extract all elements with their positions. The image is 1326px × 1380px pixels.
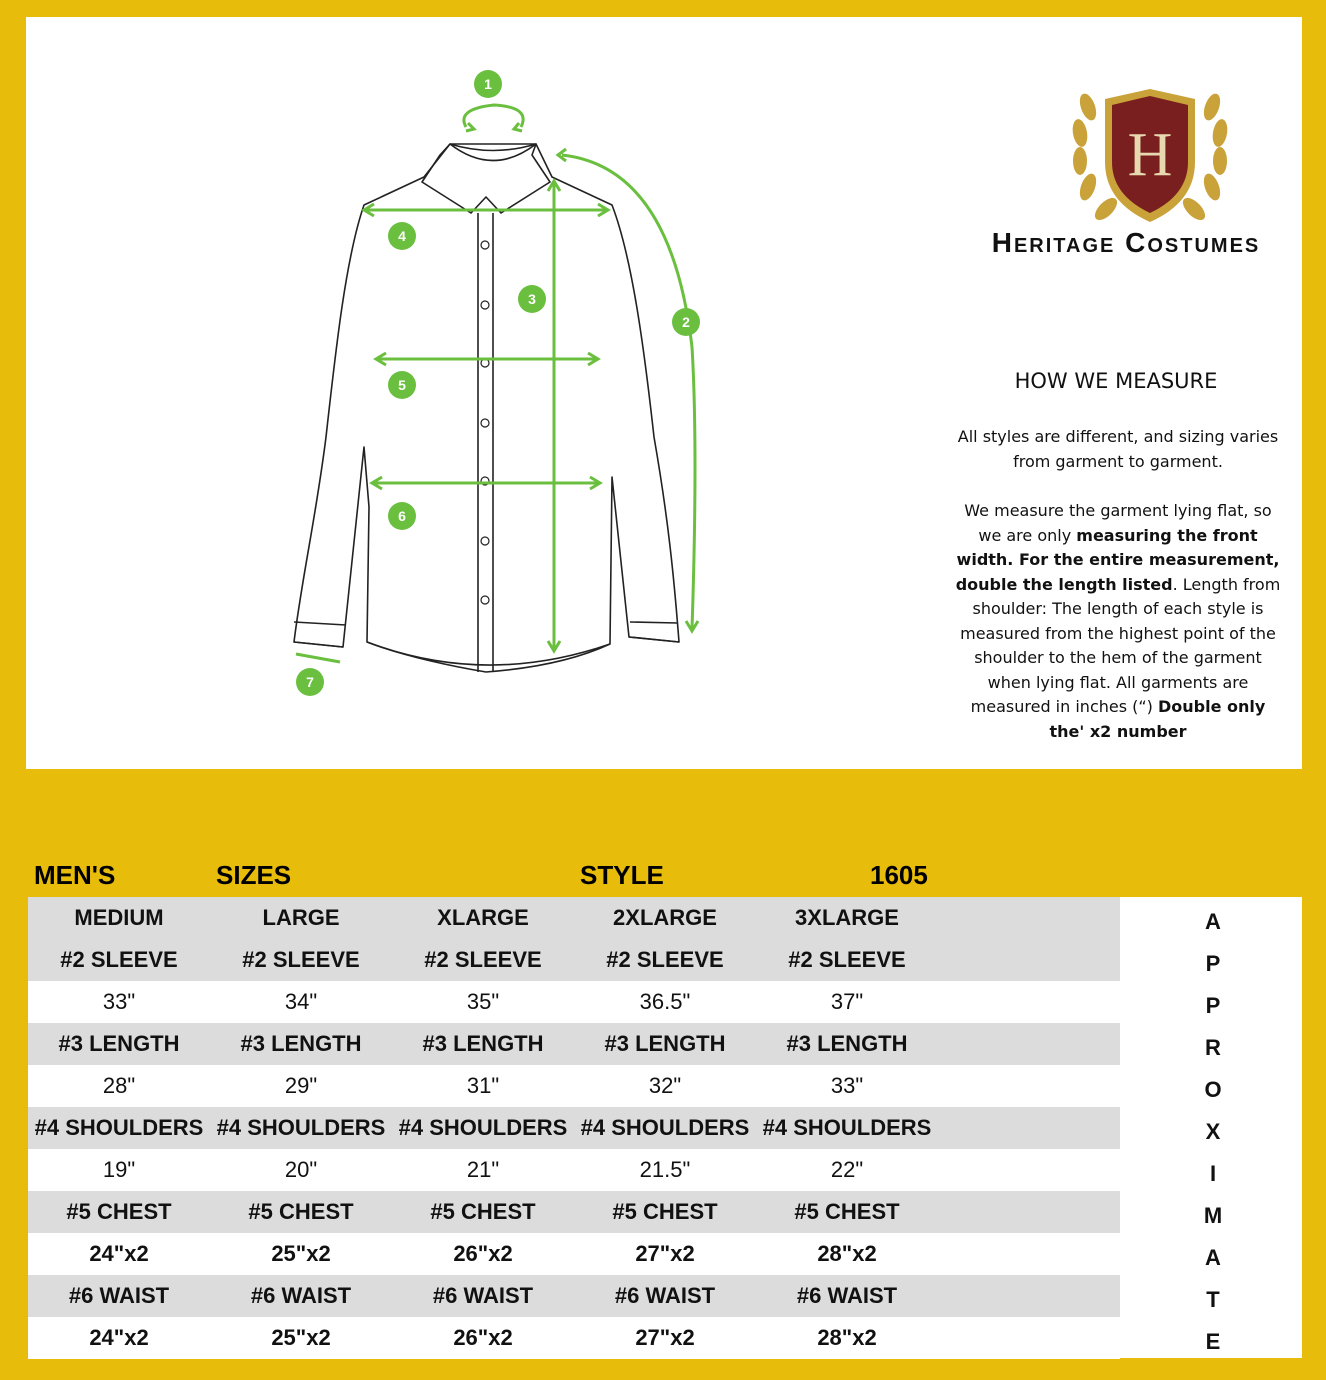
marker-4-label: 4: [398, 228, 406, 244]
heading-sizes: SIZES: [216, 860, 292, 890]
table-cell: 26"x2: [453, 1241, 513, 1266]
table-cell: 27"x2: [635, 1241, 695, 1266]
table-cell: #5 CHEST: [248, 1199, 354, 1224]
table-row-sleeve-label: [28, 939, 1120, 981]
table-cell: #5 CHEST: [612, 1199, 718, 1224]
table-cell: #2 SLEEVE: [788, 947, 906, 972]
table-cell: 33": [102, 989, 136, 1014]
approximate-letter: T: [1206, 1287, 1220, 1312]
table-cell: 20": [284, 1157, 318, 1182]
table-row-chest-label: [28, 1191, 1120, 1233]
table-cell: MEDIUM: [74, 905, 164, 930]
table-row-waist-values: [28, 1317, 1120, 1359]
shirt-diagram: [26, 17, 926, 769]
table-cell: 25"x2: [271, 1241, 331, 1266]
table-cell: #4 SHOULDERS: [34, 1115, 204, 1140]
table-row-sleeve-values: [28, 981, 1120, 1023]
table-cell: 27"x2: [635, 1325, 695, 1350]
table-cell: 28"x2: [817, 1241, 877, 1266]
table-cell: 29": [284, 1073, 318, 1098]
note-text: . Length from shoulder: The length of each style is measured from the highest point of the shoulder to the hem of the garment when lying flat. All garments are measured in inches (“): [960, 574, 1281, 716]
marker-1-label: 1: [484, 76, 492, 92]
table-row-length-label: [28, 1023, 1120, 1065]
heading-style: STYLE: [580, 860, 664, 890]
note-bold: Double only the' x2 number: [1049, 697, 1266, 741]
brand-name: Heritage Costumes: [991, 227, 1261, 258]
approximate-letter: I: [1209, 1161, 1217, 1186]
table-cell: 2XLARGE: [613, 905, 717, 930]
table-cell: #2 SLEEVE: [606, 947, 724, 972]
measurement-guide-panel: [26, 17, 1302, 769]
approximate-letter: E: [1205, 1329, 1221, 1354]
table-cell: 19": [102, 1157, 136, 1182]
right-cuff: [629, 622, 679, 642]
table-row-waist-label: [28, 1275, 1120, 1317]
heading-mens: MEN'S: [34, 860, 116, 890]
table-cell: #4 SHOULDERS: [762, 1115, 932, 1140]
table-cell: #2 SLEEVE: [242, 947, 360, 972]
table-cell: 24"x2: [89, 1325, 149, 1350]
table-cell: LARGE: [262, 905, 340, 930]
table-cell: 31": [466, 1073, 500, 1098]
size-table-heading: [0, 860, 1326, 894]
table-cell: 36.5": [639, 989, 691, 1014]
cuff-arrow: [296, 654, 340, 662]
table-cell: #3 LENGTH: [604, 1031, 726, 1056]
table-cell: 28"x2: [817, 1325, 877, 1350]
note-text: We measure the garment lying flat, so we are only: [964, 501, 1272, 545]
approximate-letter: P: [1205, 993, 1221, 1018]
approximate-letter: M: [1203, 1203, 1223, 1228]
marker-6-label: 6: [398, 508, 406, 524]
shirt-outline: [294, 144, 679, 672]
marker-2-label: 2: [682, 314, 690, 330]
table-cell: 33": [830, 1073, 864, 1098]
approximate-letter: O: [1204, 1077, 1222, 1102]
table-cell: #6 WAIST: [68, 1283, 170, 1308]
table-cell: #3 LENGTH: [58, 1031, 180, 1056]
marker-5-label: 5: [398, 377, 406, 393]
table-cell: #4 SHOULDERS: [580, 1115, 750, 1140]
table-cell: 25"x2: [271, 1325, 331, 1350]
collar: [422, 144, 550, 213]
table-cell: 28": [102, 1073, 136, 1098]
table-cell: #6 WAIST: [614, 1283, 716, 1308]
left-cuff: [294, 622, 346, 647]
marker-7-label: 7: [306, 674, 314, 690]
approximate-letter: P: [1205, 951, 1221, 976]
logo-letter: H: [1127, 121, 1173, 189]
heading-style-number: 1605: [870, 860, 928, 890]
note-bold: measuring the front width. For the entire measurement, double the length listed: [955, 525, 1280, 594]
table-cell: 22": [830, 1157, 864, 1182]
size-table: [28, 897, 1302, 1358]
neck-arrow: [464, 105, 523, 127]
approximate-letter: X: [1205, 1119, 1221, 1144]
table-cell: #5 CHEST: [66, 1199, 172, 1224]
how-we-measure-title: HOW WE MEASURE: [1014, 369, 1218, 393]
approximate-letter: A: [1205, 1245, 1221, 1270]
table-row-shoulders-label: [28, 1107, 1120, 1149]
table-cell: #2 SLEEVE: [60, 947, 178, 972]
table-cell: 21.5": [639, 1157, 691, 1182]
table-cell: #6 WAIST: [796, 1283, 898, 1308]
table-cell: 32": [648, 1073, 682, 1098]
table-cell: #5 CHEST: [794, 1199, 900, 1224]
buttons: [481, 241, 489, 604]
measure-note-2: [952, 499, 1284, 744]
sleeve-arrow: [562, 155, 695, 629]
table-cell: #6 WAIST: [250, 1283, 352, 1308]
table-row-length-values: [28, 1065, 1120, 1107]
table-cell: XLARGE: [437, 905, 529, 930]
measure-note-1: All styles are different, and sizing varies from garment to garment.: [957, 427, 1279, 471]
table-cell: #3 LENGTH: [786, 1031, 908, 1056]
table-cell: 26"x2: [453, 1325, 513, 1350]
table-cell: #6 WAIST: [432, 1283, 534, 1308]
table-row-shoulders-values: [28, 1149, 1120, 1191]
table-cell: #4 SHOULDERS: [216, 1115, 386, 1140]
table-cell: #4 SHOULDERS: [398, 1115, 568, 1140]
marker-3-label: 3: [528, 291, 536, 307]
table-cell: #3 LENGTH: [240, 1031, 362, 1056]
table-cell: 24"x2: [89, 1241, 149, 1266]
table-cell: 21": [466, 1157, 500, 1182]
table-row-chest-values: [28, 1233, 1120, 1275]
table-cell: #3 LENGTH: [422, 1031, 544, 1056]
heritage-crest-logo: [1050, 67, 1250, 237]
table-cell: #5 CHEST: [430, 1199, 536, 1224]
table-cell: 37": [830, 989, 864, 1014]
table-cell: 35": [466, 989, 500, 1014]
table-cell: 3XLARGE: [795, 905, 899, 930]
table-cell: 34": [284, 989, 318, 1014]
table-cell: #2 SLEEVE: [424, 947, 542, 972]
measure-markers: [296, 70, 700, 696]
approximate-letter: R: [1205, 1035, 1221, 1060]
approximate-letter: A: [1205, 909, 1221, 934]
table-row-sizes: [28, 897, 1120, 939]
approximate-vertical-label: [1148, 897, 1302, 1358]
